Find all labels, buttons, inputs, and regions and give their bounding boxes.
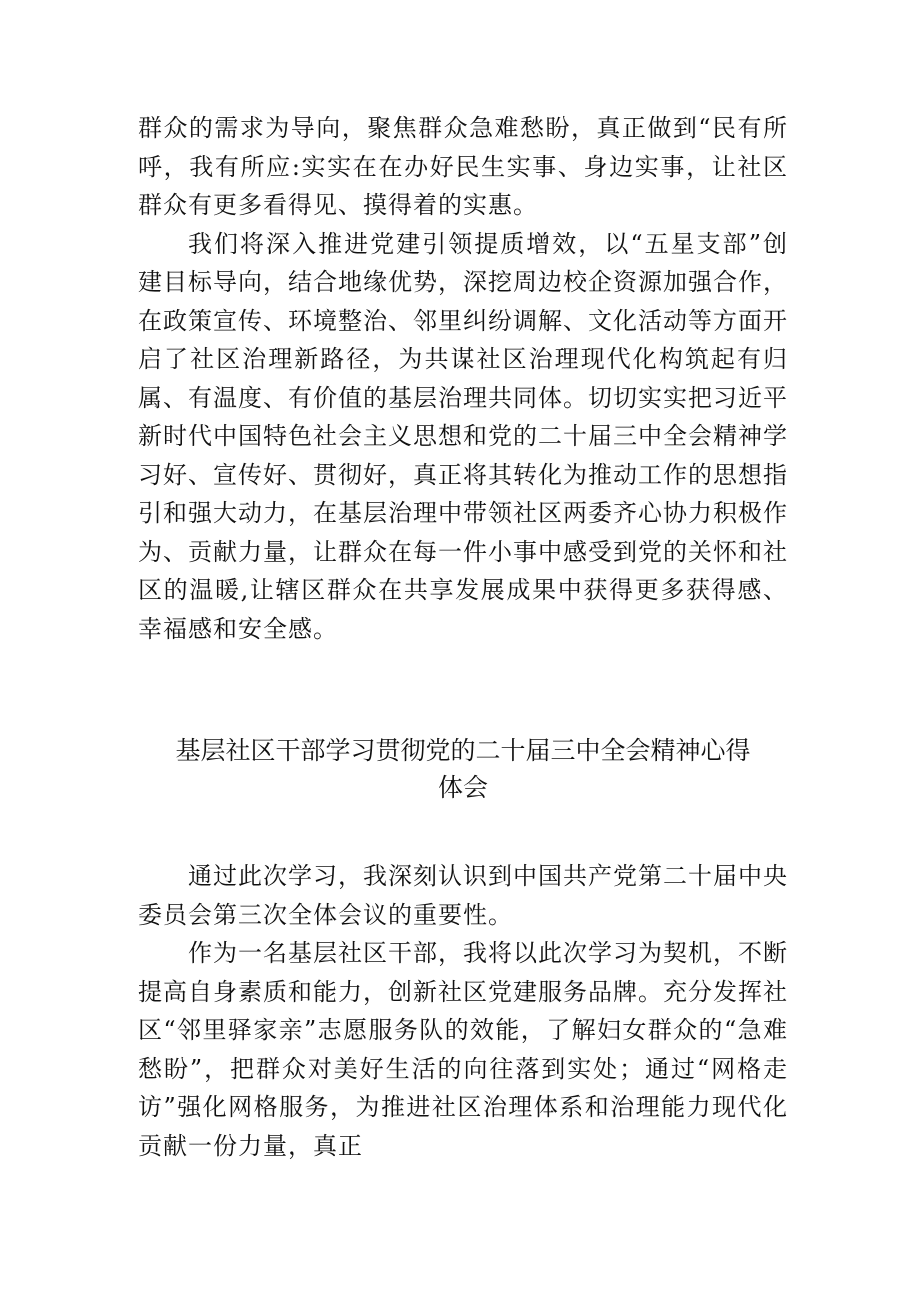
body-text-top <box>138 109 788 648</box>
paragraph-party-building: 我们将深入推进党建引领提质增效，以“五星支部”创建目标导向，结合地缘优势，深挖周边校企资源加强合作，在政策宣传、环境整治、邻里纠纷调解、文化活动等方面开启了社区治理新路径，为共谋社区治理现代化构筑起有归属、有温度、有价值的基层治理共同体。切切实实把习近平新时代中国特色社会主义思想和党的二十届三中全会精神学习好、宣传好、贯彻好，真正将其转化为推动工作的思想指引和强大动力，在基层治理中带领社区两委齐心协力积极作为、贡献力量，让群众在每一件小事中感受到党的关怀和社区的温暖,让辖区群众在共享发展成果中获得更多获得感、幸福感和安全感。 <box>138 229 788 643</box>
continuation-paragraph: 群众的需求为导向，聚焦群众急难愁盼，真正做到“民有所呼，我有所应:实实在在办好民生实事、身边实事，让社区群众有更多看得见、摸得着的实惠。 <box>138 114 788 219</box>
section-title-line-2: 体会 <box>437 773 488 802</box>
paragraph-study-insight: 通过此次学习，我深刻认识到中国共产党第二十届中央委员会第三次全体会议的重要性。 <box>138 862 788 929</box>
section-title <box>138 732 788 806</box>
section-title-line-1: 基层社区干部学习贯彻党的二十届三中全会精神心得 <box>175 736 751 765</box>
body-text-bottom <box>138 857 788 1165</box>
paragraph-community-cadre: 作为一名基层社区干部，我将以此次学习为契机，不断提高自身素质和能力，创新社区党建服务品牌。充分发挥社区“邻里驿家亲”志愿服务队的效能，了解妇女群众的“急难愁盼”，把群众对美好生活的向往落到实处；通过“网格走访”强化网格服务，为推进社区治理体系和治理能力现代化贡献一份力量，真正 <box>138 939 788 1160</box>
